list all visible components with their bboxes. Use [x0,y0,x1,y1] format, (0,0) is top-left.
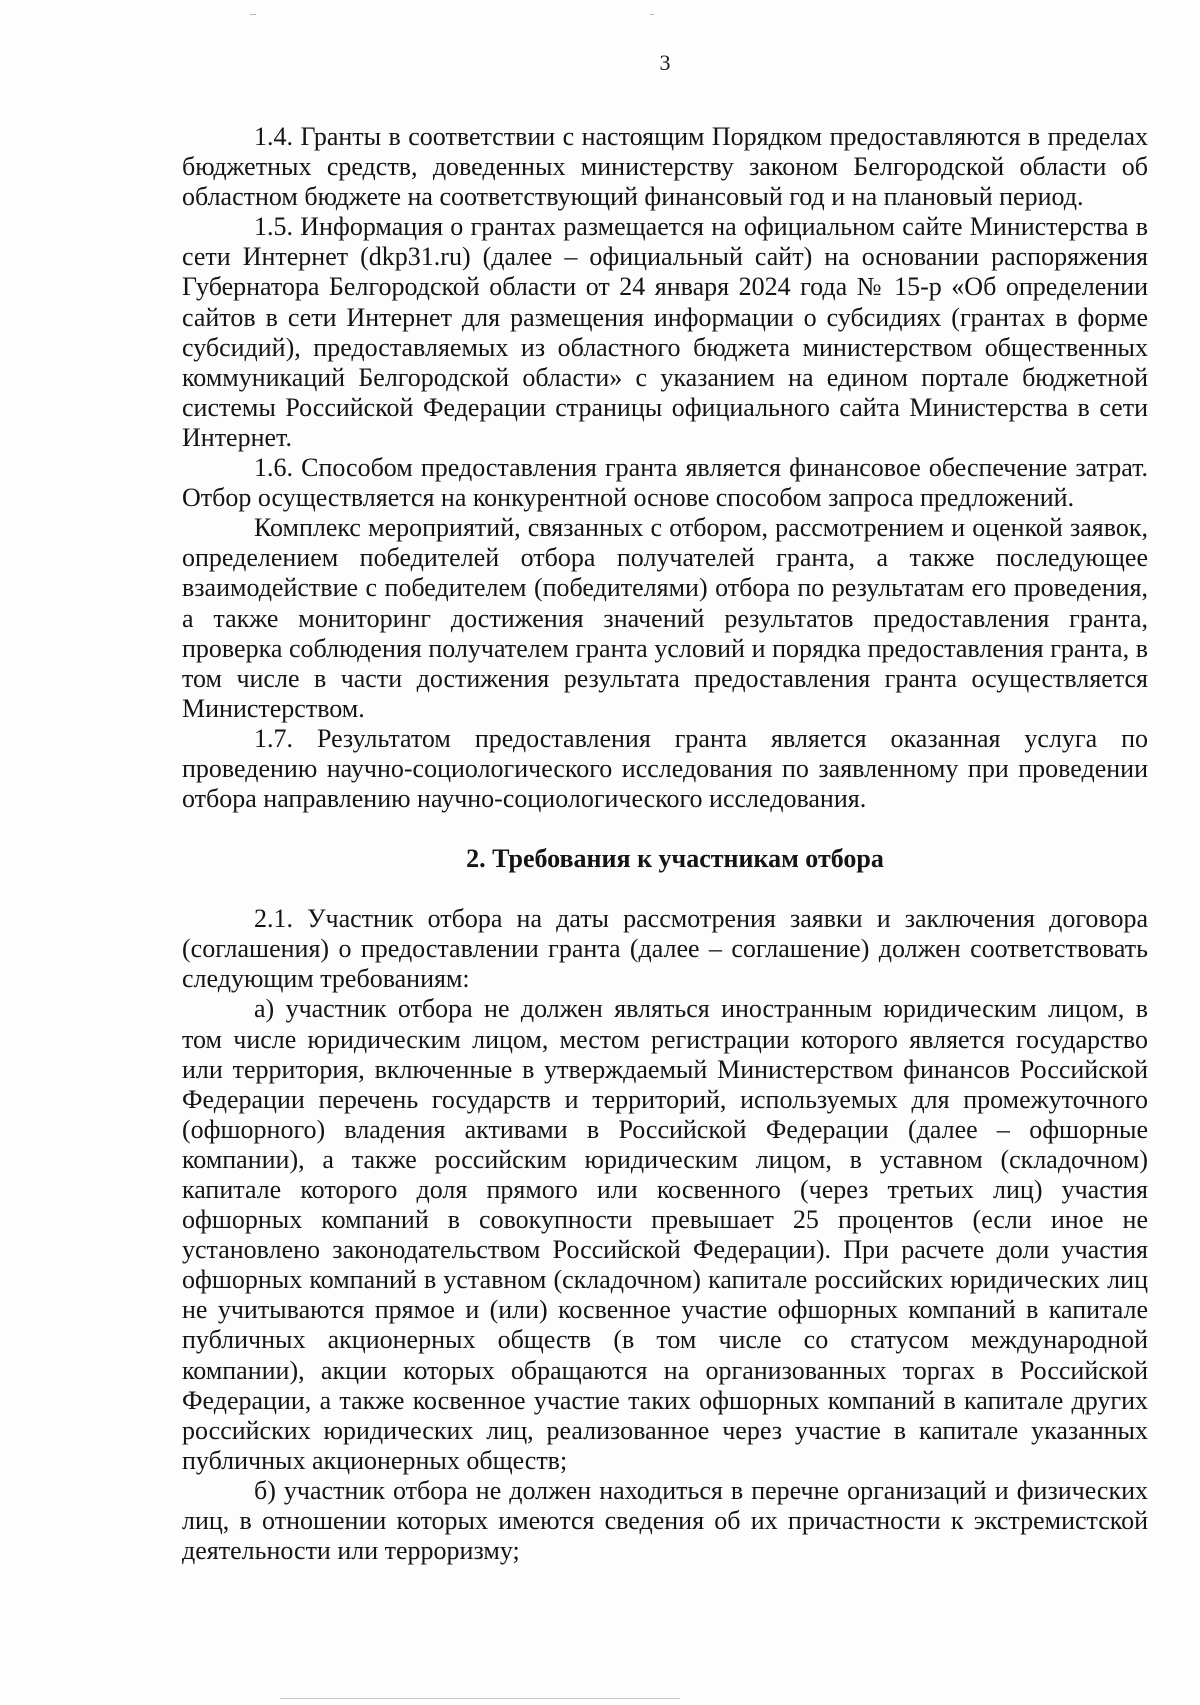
paragraph-1-7: 1.7. Результатом предоставления гранта является оказанная услуга по проведению научно-социологического исследования по заявленному при проведении отбора направлению научно-социологического исследования. [182,723,1148,814]
document-body [182,122,1148,1566]
paragraph-complex: Комплекс мероприятий, связанных с отбором, рассмотрением и оценкой заявок, определением победителей отбора получателей гранта, а также последующее взаимодействие с победителем (победителями) отбора по результатам его проведения, а также мониторинг достижения значений результатов предоставления гранта, проверка соблюдения получателем гранта условий и порядка предоставления гранта, в том числе в части достижения результата предоставления гранта осуществляется Министерством. [182,513,1148,723]
paragraph-2-1-b: б) участник отбора не должен находиться в перечне организаций и физических лиц, в отношении которых имеются сведения об их причастности к экстремистской деятельности или терроризму; [182,1475,1148,1566]
paragraph-1-5: 1.5. Информация о грантах размещается на официальном сайте Министерства в сети Интернет (dkp31.ru) (далее – официальный сайт) на основании распоряжения Губернатора Белгородской области от 24 января 2024 года № 15-р «Об определении сайтов в сети Интернет для размещения информации о субсидиях (грантах в форме субсидий), предоставляемых из областного бюджета министерством общественных коммуникаций Белгородской области» с указанием на едином портале бюджетной системы Российской Федерации страницы официального сайта Министерства в сети Интернет. [182,212,1148,452]
page-number: 3 [659,50,671,75]
scan-mark-bottom [280,1698,680,1699]
scan-mark-top-right [650,14,654,15]
section-heading: 2. Требования к участникам отбора [466,844,884,874]
paragraph-2-1-a: а) участник отбора не должен являться иностранным юридическим лицом, в том числе юридическим лицом, местом регистрации которого является государство или территория, включенные в утверждаемый Министерством финансов Российской Федерации перечень государств и территорий, используемых для промежуточного (офшорного) владения активами в Российской Федерации (далее – офшорные компании), а также российским юридическим лицом, в уставном (складочном) капитале которого доля прямого или косвенного (через третьих лиц) участия офшорных компаний в совокупности превышает 25 процентов (если иное не установлено законодательством Российской Федерации). При расчете доли участия офшорных компаний в уставном (складочном) капитале российских юридических лиц не учитываются прямое и (или) косвенное участие офшорных компаний в капитале публичных акционерных обществ (в том числе со статусом международной компании), акции которых обращаются на организованных торгах в Российской Федерации, а также косвенное участие таких офшорных компаний в капитале других российских юридических лиц, реализованное через участие в капитале указанных публичных акционерных обществ; [182,994,1148,1475]
paragraph-1-6: 1.6. Способом предоставления гранта является финансовое обеспечение затрат. Отбор осуществляется на конкурентной основе способом запроса предложений. [182,453,1148,513]
scan-mark-top [250,14,256,15]
paragraph-2-1: 2.1. Участник отбора на даты рассмотрения заявки и заключения договора (соглашения) о предоставлении гранта (далее – соглашение) должен соответствовать следующим требованиям: [182,904,1148,994]
paragraph-1-4: 1.4. Гранты в соответствии с настоящим Порядком предоставляются в пределах бюджетных средств, доведенных министерству законом Белгородской области об областном бюджете на соответствующий финансовый год и на плановый период. [182,122,1148,212]
